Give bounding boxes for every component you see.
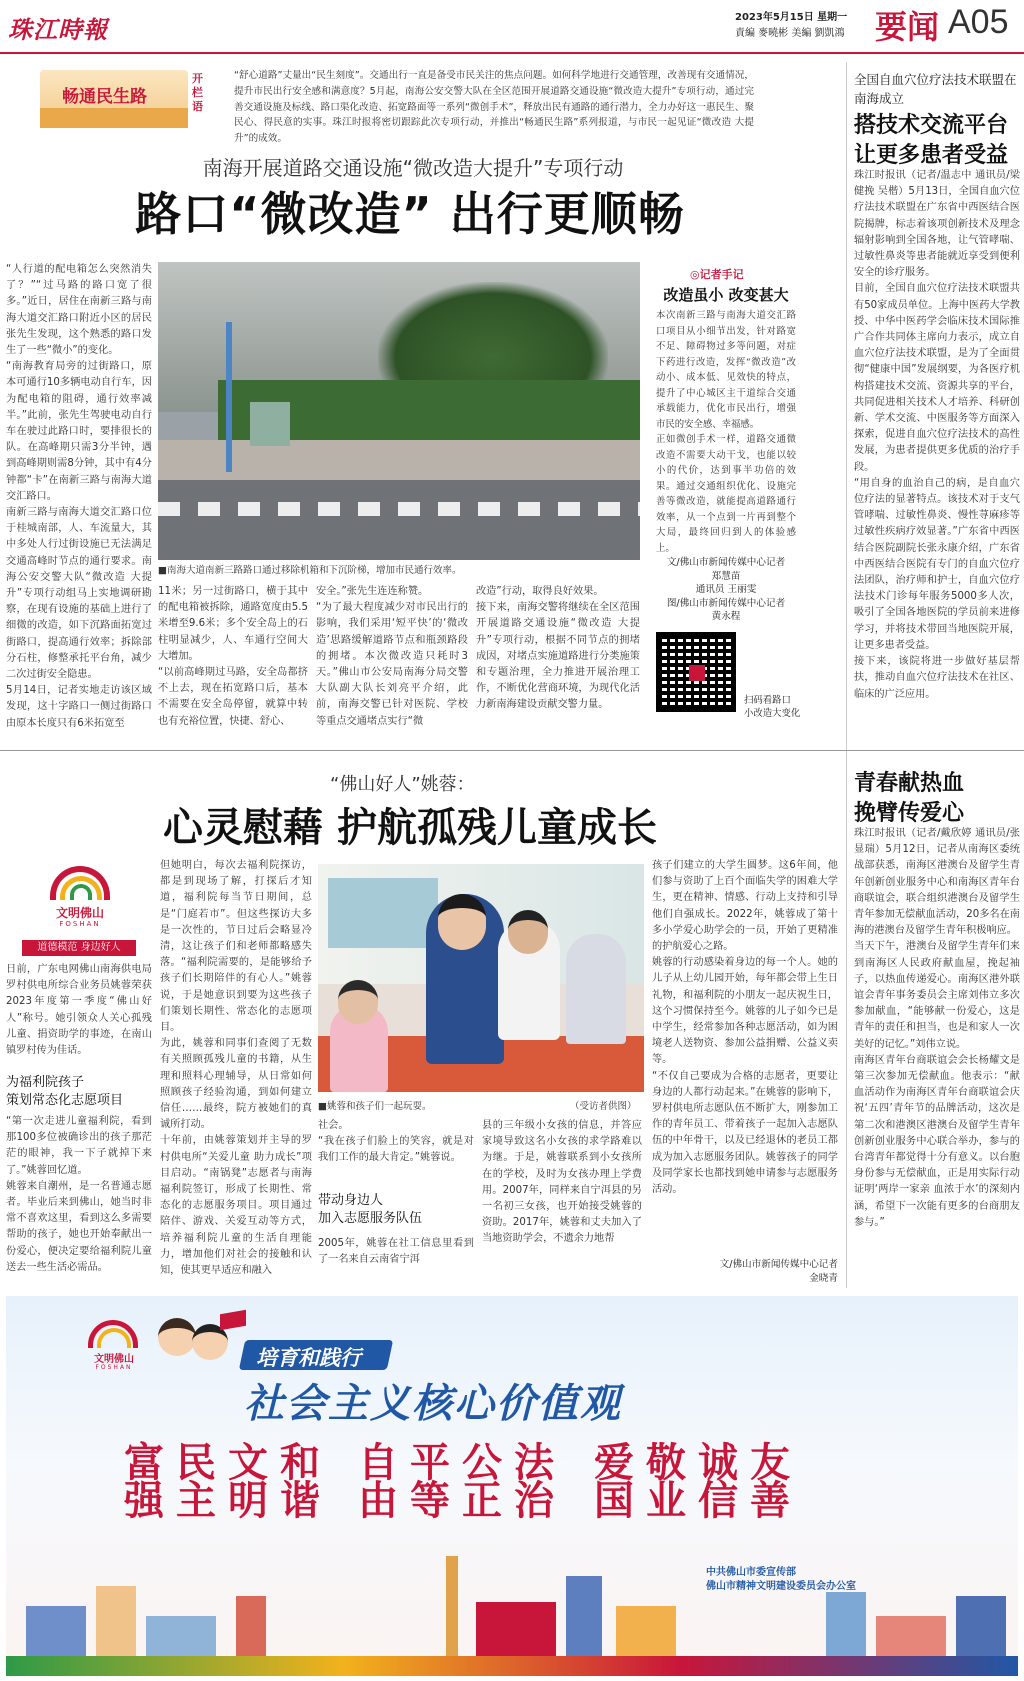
masthead-rule [0,52,1024,54]
photo-child-3 [566,934,626,1044]
qr-caption [744,694,800,720]
value-char: 爱 [594,1439,646,1486]
value-char: 善 [750,1477,802,1524]
right-top-headline-1: 搭技术交流平台 [854,113,1009,138]
lead-column-3: 安全。”张先生连连称赞。 “为了最大程度减少对市民出行的影响，我们采用‘短平快’的‘微改造’思路缓解道路节点和瓶颈路段的拥堵。本次微改造只耗时3天。”佛山市公安局南海分局交警大队副大队长刘亮平介绍，此前，南海交警已针对医院、学校等重点交通堵点实行“微 [316,586,468,727]
photo-box [250,402,290,446]
right-bottom-headline-2: 挽臂传爱心 [854,801,965,826]
photo-child-2-face [338,980,378,1024]
qr-code[interactable] [656,632,736,712]
note-tag: ◎记者手记 [690,268,744,281]
lead-column-2: 11米；另一过街路口，横于其中的配电箱被拆除，通路宽度由5.5米增至9.6米；多个安全岛上的石柱明显减少，人、车通行空间大大增加。 “以前高峰期过马路，安全岛都挤不上去，现在拓宽路口后，基本不需要在安全岛停留，就算中转也有充裕位置，快捷、舒心、 [158,586,308,727]
sponsor-line: 佛山市精神文明建设委员会办公室 [706,1581,856,1592]
feature-kicker: “佛山好人”姚蓉： [330,774,475,795]
lead-byline [656,556,796,624]
feature-subhead-2 [318,1192,474,1228]
byline-line: 图/佛山市新闻传媒中心记者 [666,597,786,609]
value-char: 信 [698,1477,750,1524]
byline-line: 金晓青 [809,1273,838,1284]
page-number: A05 [948,3,1009,41]
lead-headline: 路口“微改造” 出行更顺畅 [135,187,685,241]
right-top-kicker: 全国自血穴位疗法技术联盟在南海成立 [854,72,1017,106]
value-char: 谐 [280,1477,332,1524]
value-char: 公 [462,1439,514,1486]
column-intro: “舒心道路”丈量出“民生刻度”。交通出行一直是备受市民关注的焦点问题。如何科学地进行交通管理，改善现有交通情况，提升市民出行安全感和满意度？5月起，南海公安交警大队在全区范围开展道路交通设施“微改造大提升”专项行动，通过完善交通设施及标线、路口渠化改造、拓宽路面等一系列“微创手术”，释放出民有通路的通行潜力，全力办好这一惠民生、聚民心、得民意的实事。珠江时报将密切跟踪此次专项行动，并推出“畅通民生路”系列报道，与市民一起见证“微改造 大提升”的成效。 [234,70,754,145]
right-column-divider [846,62,847,1288]
value-char: 平 [410,1439,462,1486]
photo-window [328,878,438,948]
column-logo-text: 畅通民生路 [62,87,147,107]
city-skyline [6,1556,1018,1676]
value-char: 由 [358,1477,410,1524]
value-char: 明 [228,1477,280,1524]
value-char: 法 [514,1439,566,1486]
ad-logo [74,1318,154,1374]
byline-line: 文/佛山市新闻传媒中心记者 [719,1259,838,1270]
sponsor-line: 中共佛山市委宣传部 [706,1567,796,1578]
mascot-flag [220,1310,246,1331]
feature-column-b: 但她明白，每次去福利院探访，都是到现场了解，打探后才知道，福利院每当节日期间，总是“门庭若市”。但这些探访大多是一次性的，节日过后会略显冷清，这让孩子们和老师都略感失落。“福利院需要的，是能够给予孩子们长期陪伴的有心人。”姚蓉说，于是她意识到要为这些孩子们策划长期性、常态化的志愿项目。 为此，姚蓉和同事们查阅了无数有关照顾孤残儿童的书籍，从生理和照料心理辅导，从日常如何照顾孩子经验沟通，到如何建立信任……最终，院方被她们的真诚所打动。 十年前，由姚蓉策划并主导的罗村供电所“关爱儿童 助力成长”项目启动。“南锅凳”志愿者与南海福利院签订，形成了长期性、常态化的志愿服务项目。项目通过陪伴、游戏、关爱互动等方式，培养福利院儿童的生活自理能力，增加他们对社会的接触和认知，使其更早适应和融入 [160,860,312,1277]
photo-child-1-face [508,910,548,954]
value-char: 强 [124,1477,176,1524]
value-char: 业 [646,1477,698,1524]
value-char: 民 [176,1439,228,1486]
logo-subtext: FOSHAN [59,920,101,928]
feature-headline: 心灵慰藉 护航孤残儿童成长 [163,805,657,851]
value-char: 友 [750,1439,802,1486]
value-char: 和 [280,1439,332,1486]
value-char: 文 [228,1439,280,1486]
byline-line: 通讯员 王丽雯 [695,584,757,595]
value-char: 敬 [646,1439,698,1486]
photo-road [158,480,640,560]
value-char: 等 [410,1477,462,1524]
feature-banner: 道德模范 身边好人 [22,940,136,956]
subhead-line: 加入志愿服务队伍 [318,1211,423,1226]
column-logo [40,70,188,128]
issue-date: 2023年5月15日 星期一 [735,12,848,23]
feature-intro: 日前，广东电网佛山南海供电局罗村供电所综合业务员姚蓉荣获2023年度第一季度“佛山好人”称号。她引领众人关心孤残儿童、捐资助学的事迹，在南山镇罗村传为佳话。 [6,964,152,1057]
column-tag: 开栏语 [192,72,203,113]
feature-photo-credit: （受访者供图） [570,1101,637,1112]
note-title: 改造虽小 改变甚大 [663,286,789,304]
lead-column-4: 改造”行动，取得良好效果。 接下来，南海交警将继续在全区范围开展道路交通设施“微改造 大提升”专项行动，根据不同节点的拥堵成因，对堵点实施道路进行分类施策和专题治理，全力推进开展治理工作，不断优化营商环境，为现代化活力新南海建设贡献交警力量。 [476,586,640,711]
right-bottom-body: 珠江时报讯（记者/戴欣婷 通讯员/张显瑞）5月12日，记者从南海区委统战部获悉，南海区港澳台及留学生青年创新创业服务中心和南海区青年台商联谊会，联合组织港澳台及留学生青年参加无偿献血活动，20多名在南海的港澳台及留学生青年积极响应。 当天下午，港澳台及留学生青年们来到南海区人民政府献血屋，挽起袖子，以热血传递爱心。南海区港外联谊会青年事务委员会主席刘伟立多次参加献血，“能够献一份爱心，这是青年的责任和担当，也是和家人一次美好的记忆。”刘伟立说。 南海区青年台商联谊会会长杨耀文是第三次参加无偿献血。他表示：“献血活动作为南海区青年台商联谊会庆祝‘五四’青年节的品牌活动，这次是第二次和港澳区港澳台及留学生青年创新创业服务中心联合举办，参与的台湾青年都觉得十分有意义。以台胞身份参与无偿献血，正是用实际行动证明‘两岸一家亲 血浓于水’的深刻内涵，希望下一次能有更多的台商朋友参与。” [854,828,1020,1228]
feature-column-d: 县的三年级小女孩的信息，并答应家境导致这名小女孩的求学路难以为继。于是，姚蓉联系到小女孩所在的学校，及时为女孩办理上学费用。2007年，同样来自宁洱县的另一名初三女孩，也开始接受姚蓉的资助。2017年，姚蓉和丈夫加入了当地资助学会，不遗余力地帮 [482,1120,642,1245]
right-top-headline-2: 让更多患者受益 [854,143,1009,168]
feature-byline [652,1258,838,1286]
photo-crosswalk [158,502,640,516]
feature-photo [318,864,644,1092]
value-char: 国 [594,1477,646,1524]
values-group-individual-row2 [594,1477,802,1524]
value-char: 正 [462,1477,514,1524]
lead-photo-caption: ■南海大道南新三路路口通过移除机箱和下沉阶梯，增加市民通行效率。 [158,565,462,576]
value-char: 诚 [698,1439,750,1486]
values-ad [6,1296,1018,1676]
right-bottom-headline-1: 青春献热血 [854,771,965,796]
subhead-line: 为福利院孩子 [6,1075,85,1090]
section-divider [0,750,1024,751]
values-group-social-row2 [358,1477,566,1524]
photo-woman-face [438,894,486,950]
feature-column-e: 孩子们建立的大学生圆梦。这6年间，他们参与资助了上百个面临失学的困难大学生，更在精神、情感、行动上支持和引导他们自强成长。2022年，姚蓉成了第十多小学爱心助学会的一员，开始了更精准的护航爱心之路。 姚蓉的行动感染着身边的每一个人。她的儿子从上幼儿园开始，每年都会带上生日礼物，和福利院的小朋友一起庆祝生日，这个习惯保持至今。姚蓉的儿子如今已是中学生，经常参加各种志愿活动，如为困境老人送物资、参加公益捐赠、公益义卖等。 “不仅自己要成为合格的志愿者，更要让身边的人都行动起来。”在姚蓉的影响下，罗村供电所志愿队伍不断扩大，刚参加工作的青年员工、带着孩子一起加入志愿队伍的中年骨干，以及已经退休的老员工都成为加入志愿服务团队。姚蓉孩子的同学及同学家长也都找到她申请参与志愿服务活动。 [652,860,838,1196]
mascot-girl [158,1318,196,1356]
page-editors: 責編 麥曉彬 美編 劉凱鴻 [735,28,845,39]
feature-photo-caption: ■姚蓉和孩子们一起玩耍。 [318,1101,432,1112]
values-group-national-row2 [124,1477,332,1524]
value-char: 治 [514,1477,566,1524]
subhead-line: 策划常态化志愿项目 [6,1093,124,1108]
section-title: 要闻 [875,8,940,46]
masthead [0,0,1024,56]
logo-subtext: FOSHAN [95,1364,133,1371]
lead-column-1: “人行道的配电箱怎么突然消失了？”“过马路的路口宽了很多。”近日，居住在南新三路与南海大道交汇路口附近小区的居民张先生发现，这个熟悉的路口发生了一些“微小”的变化。 “南海教育局旁的过街路口，原本可通行10多辆电动自行车，因为配电箱的阻碍，通行效率减半。”此前，张先生驾驶电动自行车在驶过此路口时，要排很长的队。在高峰期只需3分半钟，遇到高峰期则需8分钟，其中有4分钟都“卡”在南新三路与南海大道交汇路口。 南新三路与南海大道交汇路口位于桂城南部，人、车流量大，其中多处人行过街设施已无法满足交通高峰时节点的通行要求。南海公安交警大队“微改造 大提升”专项行动组马上实地调研勘察，在现有设施的基础上进行了细微的改造，如下沉路面拓宽过街路口，提高通行效率；拆除部分石柱，修整承托平台角，减少二次过街安全隐患。 5月14日，记者实地走访该区域发现，这十字路口一侧过街路口由原本长度只有6米拓宽至 [6,264,152,729]
ad-slogan-line2: 社会主义核心价值观 [244,1381,622,1427]
qr-center-logo [689,665,705,681]
road-shape [40,108,188,128]
logo-text: 文明佛山 [94,1354,134,1365]
right-top-body: 珠江时报讯（记者/温志中 通讯员/梁健挽 吴楷）5月13日，全国自血穴位疗法技术联盟在广东省中西医结合医院揭牌，标志着该项创新技术及理念辐射影响到全国各地，让气管哮喘、过敏性鼻炎等患者能就近享受到便利安全的诊疗服务。 目前，全国自血穴位疗法技术联盟共有50家成员单位。上海中医药大学教授、中华中医药学会临床技术国际推广合作共同体主席向力表示，成立自血穴位疗法技术联盟，是为了全面贯彻“健康中国”发展纲要，为各医疗机构搭建技术交流、资源共享的平台，共同促进相关技术人才培养、科研创新、学术交流、中医服务等方面深入探索，促进自血穴位疗法技术的高性发展，为患者提供更多优质的治疗手段。 “用自身的血治自己的病，是自血穴位疗法的显著特点。该技术对于支气管哮喘、过敏性鼻炎、慢性荨麻疹等过敏性疾病疗效显著。”广东省中西医结合医院副院长张永康介绍，广东省中西医结合医院有专门的自血穴位疗法团队，治疗师和护士，自血穴位疗法技术门诊每年服务5000多人次，吸引了全国各地医院的学员前来进修学习，并将技术带回当地医院开展，让更多患者受益。 接下来，该院将进一步做好基层帮扶，推动自血穴位疗法技术在社区、临床的广泛应用。 [854,170,1020,700]
logo-text: 文明佛山 [55,906,104,920]
feature-subhead-1 [6,1074,152,1110]
photo-pole [226,322,232,472]
skyline-ground [6,1656,1018,1676]
qr-caption-line: 扫码看路口 [744,695,791,706]
byline-line: 文/佛山市新闻传媒中心记者 [666,557,786,568]
lead-photo [158,262,640,560]
subhead-line: 带动身边人 [318,1193,384,1208]
logo-swirl-green [70,884,92,900]
byline-line: 黄永程 [711,611,741,622]
feature-column-a: “第一次走进儿童福利院，看到那100多位被确诊出的孩子那茫茫的眼神，我一下子就掉下来了。”姚蓉回忆道。 姚蓉来自潮州，是一名普通志愿者。毕业后来到佛山，她当时非常不喜欢这里，看到这么多需要帮助的孩子，她也开始奉献出一份爱心，便决定要给福利院儿童送去一些生活必需品。 [6,1116,152,1273]
feature-column-c1: 社会。 “我在孩子们脸上的笑容，就是对我们工作的最大肯定。”姚蓉说。 [318,1120,474,1164]
value-char: 自 [358,1439,410,1486]
feature-column-c2: 2005年，姚蓉在社工信息里看到了一名来自云南省宁洱 [318,1238,474,1266]
value-char: 富 [124,1439,176,1486]
byline-line: 郑慧苗 [711,570,741,582]
qr-caption-line: 小改造大变化 [744,708,801,719]
note-body: 本次南新三路与南海大道交汇路口项目从小细节出发，针对路宽不足、障碍物过多等问题，对症下药进行改造，发挥“微改造”改动小、成本低、见效快的特点，提升了中心城区主干道综合交通承载能力，优化市民出行，增强市民的安全感、幸福感。 正如微创手术一样，道路交通微改造不需要大动干戈，也能以较小的代价，达到事半功倍的效果。通过交通组织优化、设施完善等微改造，就能提高道路通行效率，从一个点到一片再到整个大局，最终回归到人的体验感上。 [656,310,796,554]
civilization-logo [30,862,130,934]
ad-slogan-line1: 培育和践行 [256,1346,361,1370]
paper-name: 珠江時報 [8,15,108,44]
lead-kicker: 南海开展道路交通设施“微改造大提升”专项行动 [202,156,624,180]
value-char: 主 [176,1477,228,1524]
